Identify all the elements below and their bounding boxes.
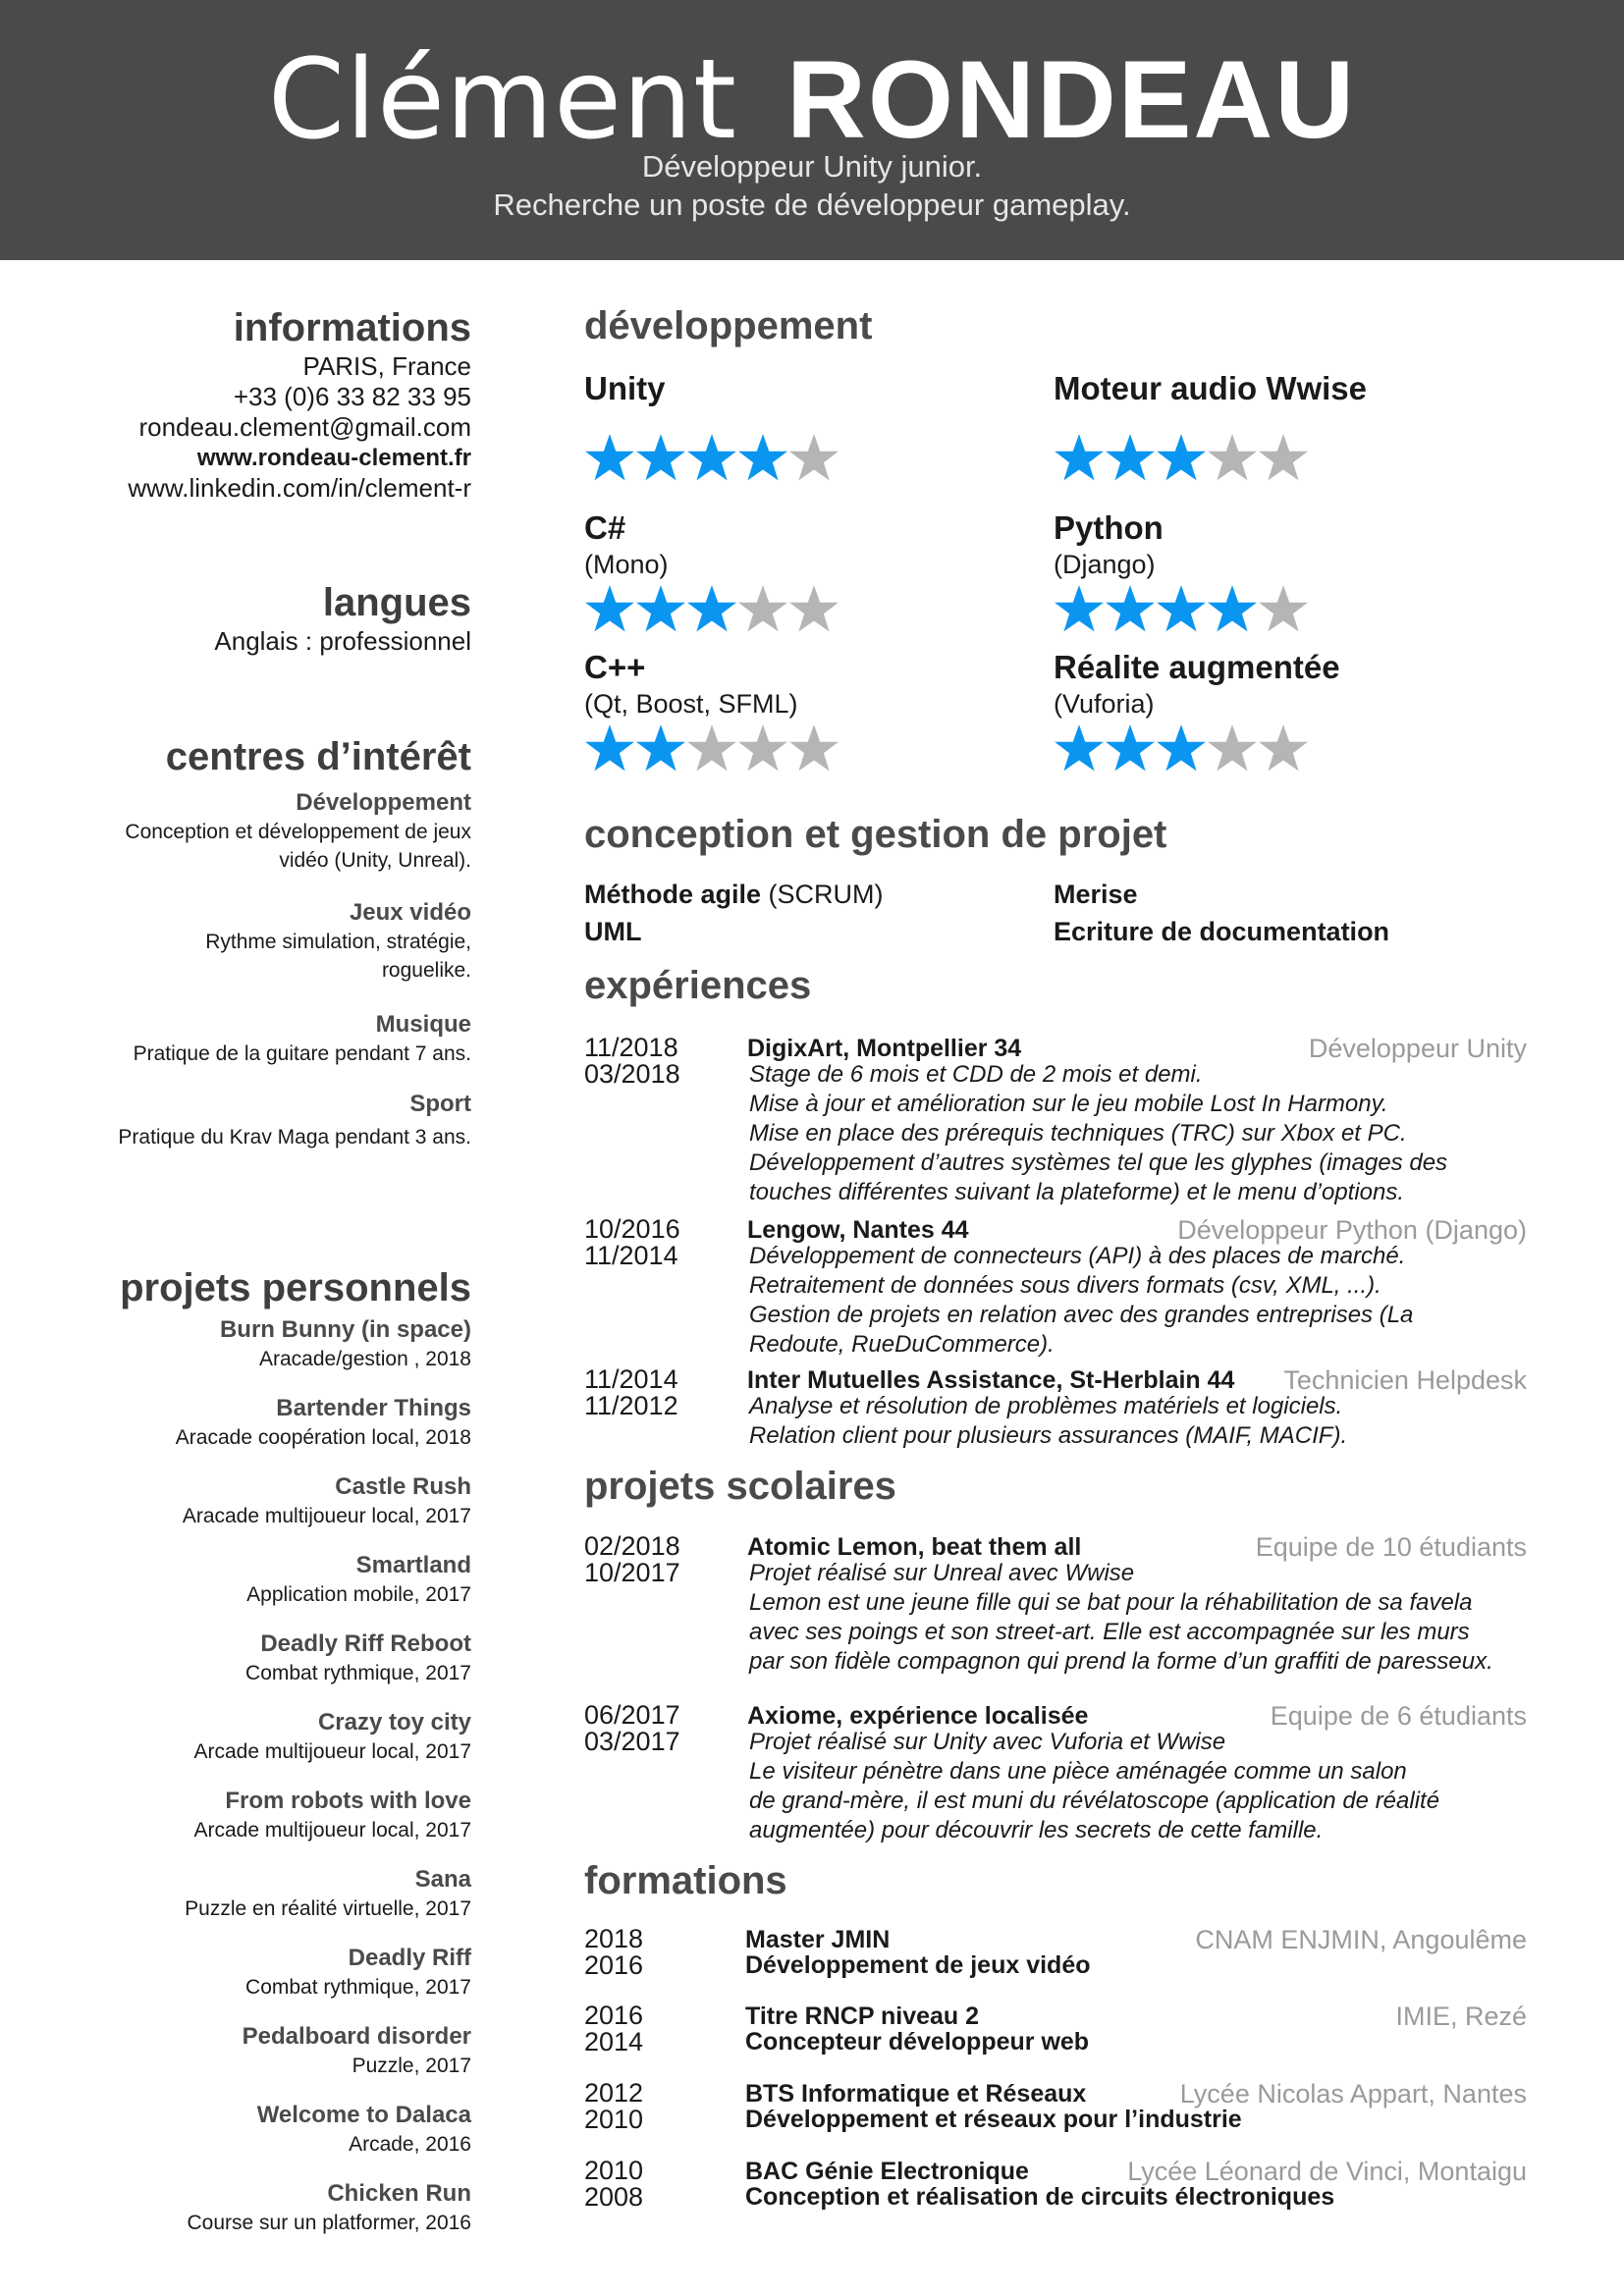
section-title-langues: langues [322, 581, 471, 624]
entry-description-line: Le visiteur pénètre dans une pièce aménagée comme un salon [749, 1758, 1407, 1785]
projet-perso-desc: Arcade, 2016 [349, 2133, 471, 2156]
projet-perso-desc: Puzzle, 2017 [352, 2055, 471, 2077]
projet-perso-name: Crazy toy city [317, 1709, 471, 1735]
interet-line: Rythme simulation, stratégie, [205, 931, 471, 953]
formation-start-year: 2010 [584, 2105, 644, 2134]
formation-school: Lycée Nicolas Appart, Nantes [1179, 2079, 1527, 2109]
skill-name: C++ [584, 649, 646, 685]
formation-subtitle: Concepteur développeur web [745, 2028, 1090, 2056]
entry-description [749, 1392, 1535, 1451]
entry-dates [584, 1216, 741, 1269]
projet-perso-desc: Puzzle en réalité virtuelle, 2017 [185, 1897, 471, 1920]
projet-perso-desc: Aracade multijoueur local, 2017 [182, 1505, 471, 1527]
star-filled-icon [1054, 432, 1105, 483]
formation-title: Titre RNCP niveau 2 [745, 2002, 980, 2030]
skill-name: Réalite augmentée [1054, 649, 1340, 685]
projet-perso-name: Pedalboard disorder [242, 2023, 471, 2050]
entry-description-line: Lemon est une jeune fille qui se bat pour la réhabilitation de sa favela [749, 1589, 1473, 1616]
subtitle-line-1: Développeur Unity junior. [641, 149, 983, 184]
conception-item-bold: Merise [1054, 880, 1138, 909]
star-filled-icon [1156, 583, 1207, 634]
star-empty-icon [1258, 432, 1309, 483]
star-empty-icon [737, 722, 788, 774]
section-title-developpement: développement [584, 304, 873, 347]
info-city: PARIS, France [302, 351, 471, 381]
star-filled-icon [635, 722, 686, 774]
info-email[interactable]: rondeau.clement@gmail.com [138, 412, 471, 442]
entry-role: Développeur Python (Django) [1177, 1215, 1527, 1245]
interet-line: Conception et développement de jeux [125, 821, 471, 843]
entry-description [749, 1242, 1535, 1360]
entry-description-line: Analyse et résolution de problèmes matériels et logiciels. [749, 1393, 1343, 1419]
formation-subtitle: Conception et réalisation de circuits électroniques [745, 2183, 1335, 2211]
skill-name: Moteur audio Wwise [1054, 370, 1368, 406]
skill-name: Python [1054, 509, 1164, 546]
formation-dates [584, 1926, 741, 1979]
entry-role: Technicien Helpdesk [1283, 1365, 1527, 1395]
entry-end-date: 11/2014 [584, 1364, 678, 1394]
formation-school: Lycée Léonard de Vinci, Montaigu [1127, 2157, 1527, 2186]
skill-sub: (Django) [1054, 550, 1156, 579]
skill-rating [1054, 432, 1466, 483]
star-empty-icon [788, 432, 839, 483]
conception-item-bold: Méthode agile [584, 880, 762, 909]
formation-start-year: 2008 [584, 2182, 644, 2212]
formation-subtitle: Développement de jeux vidéo [745, 1951, 1091, 1979]
star-filled-icon [1156, 432, 1207, 483]
star-filled-icon [1105, 583, 1156, 634]
info-linkedin[interactable]: www.linkedin.com/in/clement-r [128, 473, 471, 503]
formation-title: BTS Informatique et Réseaux [745, 2080, 1087, 2108]
skill-sub [1054, 408, 1466, 430]
entry-role: Equipe de 10 étudiants [1255, 1532, 1527, 1562]
star-filled-icon [584, 583, 635, 634]
conception-item [584, 876, 884, 913]
projet-perso-item [39, 1708, 471, 1766]
interets-section [39, 733, 471, 1151]
projet-perso-desc: Combat rythmique, 2017 [245, 1662, 471, 1684]
star-filled-icon [737, 432, 788, 483]
projet-perso-item [39, 2101, 471, 2159]
star-filled-icon [686, 432, 737, 483]
projet-perso-name: Burn Bunny (in space) [219, 1316, 471, 1343]
entry-description-line: Relation client pour plusieurs assurances (MAIF, MACIF). [749, 1422, 1348, 1449]
info-phone: +33 (0)6 33 82 33 95 [233, 382, 471, 411]
star-empty-icon [686, 722, 737, 774]
star-empty-icon [788, 722, 839, 774]
entry-description-line: Gestion de projets en relation avec des grandes entreprises (La [749, 1302, 1414, 1328]
formation-start-year: 2014 [584, 2027, 644, 2056]
skill-item [584, 508, 997, 634]
info-website[interactable]: www.rondeau-clement.fr [196, 445, 471, 471]
projet-perso-item [39, 1394, 471, 1452]
projet-perso-item [39, 2179, 471, 2237]
projet-perso-item [39, 1551, 471, 1609]
interet-line: Pratique de la guitare pendant 7 ans. [133, 1042, 471, 1065]
entry-description-line: touches différentes suivant la plateforme) et le menu d’options. [749, 1179, 1405, 1205]
informations-section [39, 304, 471, 504]
star-filled-icon [635, 583, 686, 634]
formation-end-year: 2012 [584, 2078, 644, 2108]
skill-rating [1054, 583, 1466, 634]
formation-subtitle: Développement et réseaux pour l’industrie [745, 2106, 1242, 2133]
projet-perso-desc: Combat rythmique, 2017 [245, 1976, 471, 1999]
entry-description-line: avec ses poings et son street-art. Elle est accompagnée sur les murs [749, 1619, 1470, 1645]
interet-title: Jeux vidéo [349, 899, 471, 926]
interet-title: Développement [296, 789, 471, 816]
star-empty-icon [1258, 583, 1309, 634]
entry-start-date: 10/2017 [584, 1558, 680, 1587]
projet-perso-item [39, 1472, 471, 1530]
entry-title: DigixArt, Montpellier 34 [747, 1035, 1022, 1062]
projet-perso-item [39, 1315, 471, 1373]
entry-description [749, 1728, 1535, 1845]
last-name: RONDEAU [785, 38, 1357, 161]
entry-description-line: Mise à jour et amélioration sur le jeu mobile Lost In Harmony. [749, 1091, 1388, 1117]
formation-dates [584, 2002, 741, 2056]
interet-title: Sport [409, 1091, 471, 1117]
star-filled-icon [686, 583, 737, 634]
entry-description-line: Développement d’autres systèmes tel que les glyphes (images des [749, 1149, 1448, 1176]
projet-perso-name: Sana [414, 1866, 471, 1893]
formation-end-year: 2010 [584, 2156, 644, 2185]
interet-item [39, 788, 471, 875]
projet-perso-desc: Arcade multijoueur local, 2017 [193, 1819, 471, 1842]
interet-item [39, 898, 471, 985]
entry-dates [584, 1533, 741, 1586]
entry-dates [584, 1702, 741, 1755]
interet-line: roguelike. [381, 959, 471, 982]
skill-sub [584, 408, 997, 430]
section-title-projets-perso: projets personnels [120, 1266, 471, 1309]
skill-rating [584, 583, 997, 634]
section-title-interets: centres d’intérêt [165, 735, 471, 778]
first-name: Clément [267, 36, 737, 164]
conception-item-rest: (SCRUM) [761, 880, 884, 909]
star-filled-icon [1105, 432, 1156, 483]
skill-item [584, 369, 997, 483]
star-empty-icon [1207, 722, 1258, 774]
projet-perso-desc: Application mobile, 2017 [246, 1583, 471, 1606]
section-title-informations: informations [233, 306, 471, 349]
skill-item [1054, 508, 1466, 634]
skill-rating [1054, 722, 1466, 774]
entry-start-date: 03/2018 [584, 1059, 680, 1089]
star-filled-icon [1105, 722, 1156, 774]
entry-description-line: augmentée) pour découvrir les secrets de cette famille. [749, 1817, 1324, 1843]
entry-dates [584, 1035, 741, 1088]
langues-section [39, 579, 471, 657]
formation-end-year: 2018 [584, 1924, 644, 1953]
entry-description-line: Redoute, RueDuCommerce). [749, 1331, 1055, 1358]
interet-title: Musique [375, 1011, 471, 1038]
projet-perso-name: Deadly Riff [348, 1945, 471, 1971]
skill-item [1054, 369, 1466, 483]
projet-perso-desc: Aracade coopération local, 2018 [175, 1426, 471, 1449]
skill-sub: (Mono) [584, 550, 669, 579]
interet-item [39, 1090, 471, 1151]
star-filled-icon [1054, 583, 1105, 634]
projets-perso-list [39, 1315, 471, 2237]
header-banner [0, 0, 1624, 260]
formation-title: BAC Génie Electronique [745, 2158, 1029, 2185]
star-filled-icon [635, 432, 686, 483]
entry-title: Inter Mutuelles Assistance, St-Herblain 44 [747, 1366, 1235, 1394]
projet-perso-name: Welcome to Dalaca [256, 2102, 471, 2128]
projet-perso-item [39, 2022, 471, 2080]
entry-description-line: Mise en place des prérequis techniques (TRC) sur Xbox et PC. [749, 1120, 1407, 1147]
section-title-scolaires: projets scolaires [584, 1465, 896, 1508]
skill-item [584, 648, 997, 774]
entry-description-line: Projet réalisé sur Unity avec Vuforia et Wwise [749, 1729, 1226, 1755]
star-empty-icon [1258, 722, 1309, 774]
entry-dates [584, 1366, 741, 1419]
star-empty-icon [1207, 432, 1258, 483]
entry-description-line: Retraitement de données sous divers formats (csv, XML, ...). [749, 1272, 1381, 1299]
section-title-experiences: expériences [584, 964, 812, 1007]
star-filled-icon [1054, 722, 1105, 774]
entry-description-line: Développement de connecteurs (API) à des places de marché. [749, 1243, 1406, 1269]
conception-item [584, 913, 641, 950]
projet-perso-item [39, 1944, 471, 2002]
skill-sub: (Vuforia) [1054, 689, 1155, 719]
entry-end-date: 02/2018 [584, 1531, 680, 1561]
projet-perso-name: From robots with love [225, 1788, 471, 1814]
projet-perso-desc: Aracade/gestion , 2018 [259, 1348, 471, 1370]
entry-description [749, 1060, 1535, 1207]
projet-perso-name: Castle Rush [335, 1473, 471, 1500]
entry-description-line: Stage de 6 mois et CDD de 2 mois et demi. [749, 1061, 1203, 1088]
projet-perso-item [39, 1787, 471, 1844]
formation-end-year: 2016 [584, 2001, 644, 2030]
conception-item [1054, 876, 1138, 913]
projet-perso-name: Deadly Riff Reboot [260, 1630, 471, 1657]
full-name [0, 36, 1624, 164]
section-title-formations: formations [584, 1859, 787, 1902]
entry-end-date: 11/2018 [584, 1033, 678, 1062]
entry-title: Atomic Lemon, beat them all [747, 1533, 1082, 1561]
projet-perso-desc: Course sur un platformer, 2016 [187, 2212, 471, 2234]
formation-school: CNAM ENJMIN, Angoulême [1195, 1925, 1527, 1954]
formation-start-year: 2016 [584, 1950, 644, 1980]
entry-description-line: de grand-mère, il est muni du révélatoscope (application de réalité [749, 1788, 1440, 1814]
entry-end-date: 06/2017 [584, 1700, 680, 1730]
entry-title: Lengow, Nantes 44 [747, 1216, 969, 1244]
formation-title: Master JMIN [745, 1926, 891, 1953]
skill-item [1054, 648, 1466, 774]
projet-perso-item [39, 1865, 471, 1923]
star-empty-icon [737, 583, 788, 634]
entry-start-date: 11/2012 [584, 1391, 678, 1420]
formation-school: IMIE, Rezé [1395, 2002, 1527, 2031]
interet-line: Pratique du Krav Maga pendant 3 ans. [118, 1126, 471, 1148]
star-filled-icon [584, 432, 635, 483]
entry-title: Axiome, expérience localisée [747, 1702, 1089, 1730]
entry-role: Equipe de 6 étudiants [1270, 1701, 1527, 1731]
conception-item [1054, 913, 1389, 950]
projet-perso-name: Smartland [355, 1552, 471, 1578]
skill-name: Unity [584, 370, 666, 406]
star-filled-icon [1156, 722, 1207, 774]
entry-start-date: 11/2014 [584, 1241, 678, 1270]
star-empty-icon [788, 583, 839, 634]
star-filled-icon [584, 722, 635, 774]
entry-end-date: 10/2016 [584, 1214, 680, 1244]
interet-item [39, 1010, 471, 1068]
section-title-conception: conception et gestion de projet [584, 813, 1167, 856]
entry-description-line: Projet réalisé sur Unreal avec Wwise [749, 1560, 1135, 1586]
projet-perso-item [39, 1629, 471, 1687]
skill-sub: (Qt, Boost, SFML) [584, 689, 798, 719]
langue-item: Anglais : professionnel [214, 626, 471, 656]
star-filled-icon [1207, 583, 1258, 634]
formation-dates [584, 2080, 741, 2133]
formation-dates [584, 2158, 741, 2211]
projet-perso-desc: Arcade multijoueur local, 2017 [193, 1740, 471, 1763]
projet-perso-name: Bartender Things [276, 1395, 471, 1421]
conception-item-bold: UML [584, 917, 642, 946]
entry-start-date: 03/2017 [584, 1727, 680, 1756]
skill-rating [584, 432, 997, 483]
skill-rating [584, 722, 997, 774]
projets-perso-section [39, 1264, 471, 2237]
conception-item-bold: Ecriture de documentation [1054, 917, 1390, 946]
skill-name: C# [584, 509, 626, 546]
subtitle-line-2: Recherche un poste de développeur gameplay. [493, 187, 1131, 222]
entry-description-line: par son fidèle compagnon qui prend la forme d’un graffiti de paresseux. [749, 1648, 1493, 1675]
entry-description [749, 1559, 1535, 1677]
interet-line: vidéo (Unity, Unreal). [279, 849, 471, 872]
entry-role: Développeur Unity [1308, 1034, 1527, 1063]
projet-perso-name: Chicken Run [327, 2180, 471, 2207]
